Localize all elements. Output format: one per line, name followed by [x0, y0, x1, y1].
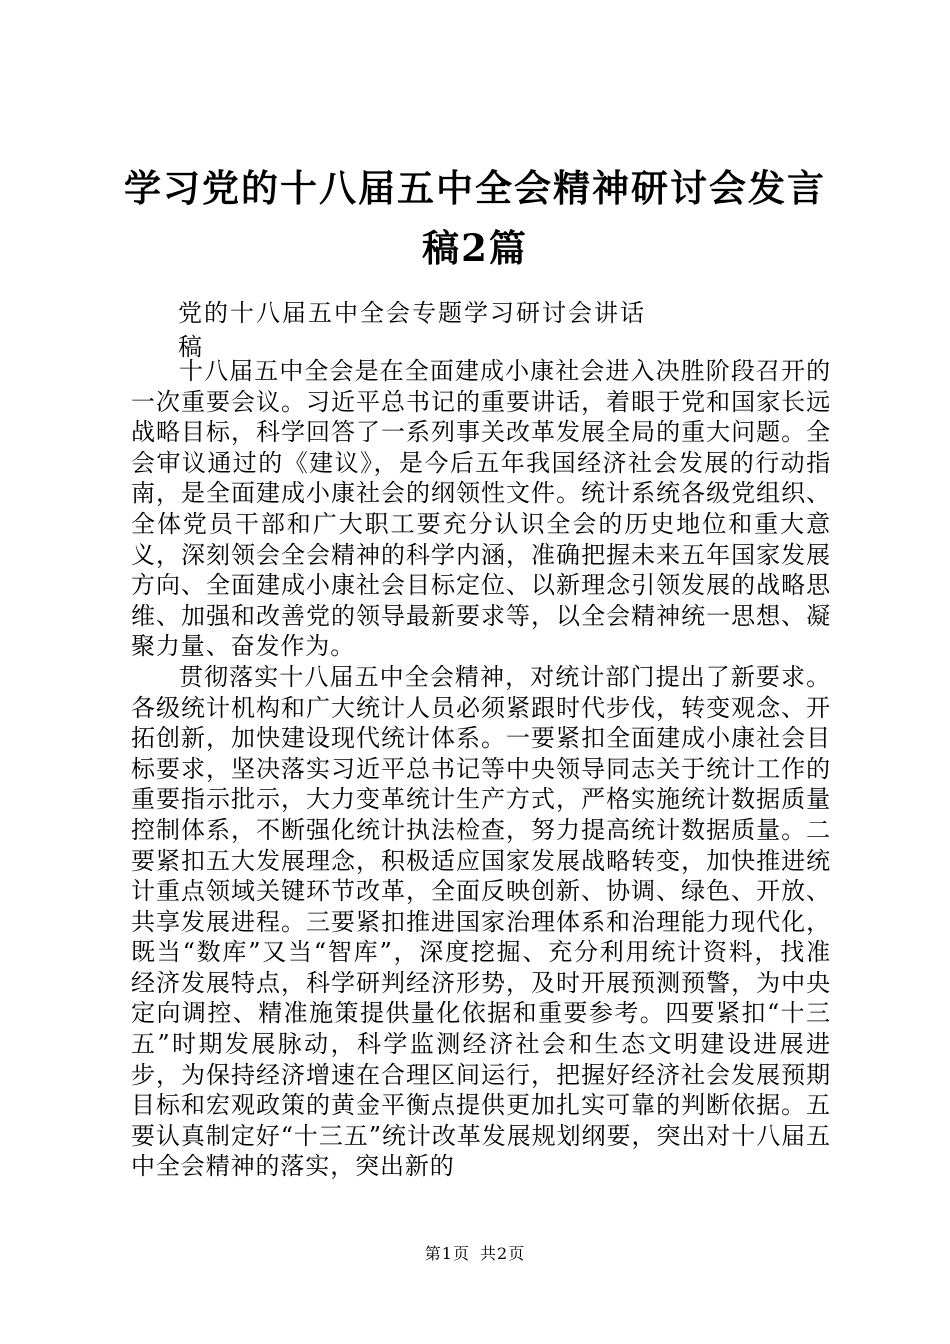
page-total: 共2页 [480, 1244, 526, 1263]
document-body [131, 356, 831, 1182]
document-subtitle: 党的十八届五中全会专题学习研讨会讲话稿 [178, 299, 646, 361]
body-paragraph: 十八届五中全会是在全面建成小康社会进入决胜阶段召开的一次重要会议。习近平总书记的重要讲话，着眼于党和国家长远战略目标，科学回答了一系列事关改革发展全局的重大问题。全会审议通过的《建议》，是今后五年我国经济社会发展的行动指南，是全面建成小康社会的纲领性文件。统计系统各级党组织、全体党员干部和广大职工要充分认识全会的历史地位和重大意义，深刻领会全会精神的科学内涵，准确把握未来五年国家发展方向、全面建成小康社会目标定位、以新理念引领发展的战略思维、加强和改善党的领导最新要求等，以全会精神统一思想、凝聚力量、奋发作为。 [131, 357, 831, 661]
page-footer [0, 1244, 950, 1264]
body-paragraph: 贯彻落实十八届五中全会精神，对统计部门提出了新要求。各级统计机构和广大统计人员必须紧跟时代步伐，转变观念、开拓创新，加快建设现代统计体系。一要紧扣全面建成小康社会目标要求，坚决落实习近平总书记等中央领导同志关于统计工作的重要指示批示，大力变革统计生产方式，严格实施统计数据质量控制体系，不断强化统计执法检查，努力提高统计数据质量。二要紧扣五大发展理念，积极适应国家发展战略转变，加快推进统计重点领域关键环节改革，全面反映创新、协调、绿色、开放、共享发展进程。三要紧扣推进国家治理体系和治理能力现代化，既当“数库”又当“智库”，深度挖掘、充分利用统计资料，找准经济发展特点，科学研判经济形势，及时开展预测预警，为中央定向调控、精准施策提供量化依据和重要参考。四要紧扣“十三五”时期发展脉动，科学监测经济社会和生态文明建设进展进步，为保持经济增速在合理区间运行，把握好经济社会发展预期目标和宏观政策的黄金平衡点提供更加扎实可靠的判断依据。五要认真制定好“十三五”统计改革发展规划纲要，突出对十八届五中全会精神的落实，突出新的 [131, 662, 831, 1181]
document-title: 学习党的十八届五中全会精神研讨会发言稿2篇 [124, 166, 826, 270]
page-number: 第1页 [424, 1244, 470, 1263]
